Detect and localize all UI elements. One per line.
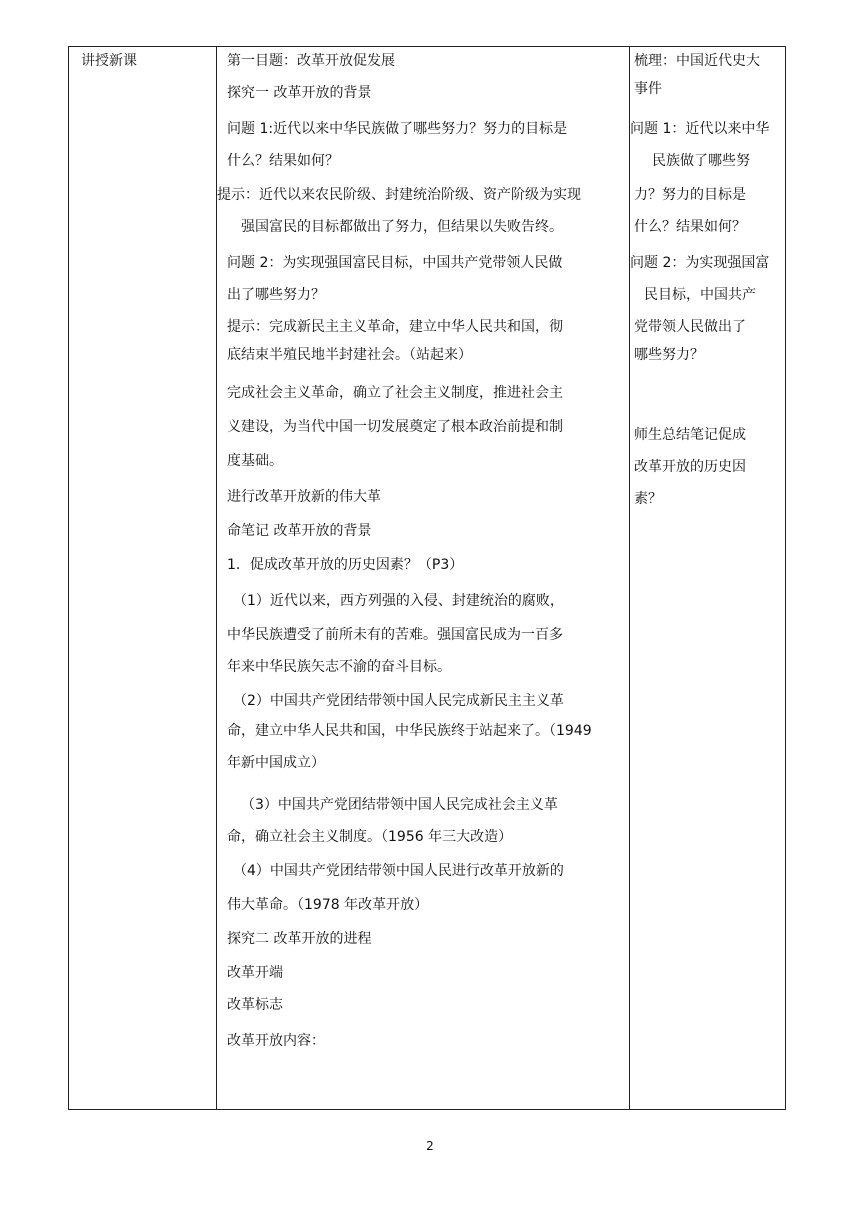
notes-heading: 命笔记 改革开放的背景 (227, 523, 372, 539)
hint-two-line: 底结束半殖民地半封建社会。（站起来） (227, 347, 472, 363)
socialist-revolution-line: 完成社会主义革命，确立了社会主义制度，推进社会主 (227, 385, 563, 401)
side-note-line: 民族做了哪些努 (652, 153, 750, 169)
factor-two-line: （2）中国共产党团结带领中国人民完成新民主主义革 (233, 693, 564, 709)
teaching-content-cell (217, 47, 630, 1110)
side-note-line: 事件 (634, 81, 662, 97)
page-number: 2 (426, 1139, 434, 1153)
section-label-cell (69, 47, 217, 1110)
side-note-line: 党带领人民做出了 (634, 319, 746, 335)
side-note-line: 梳理：中国近代史大 (634, 53, 760, 69)
historical-factors-question: 1．促成改革开放的历史因素？（P3） (227, 557, 464, 573)
side-note-line: 力？努力的目标是 (634, 187, 746, 203)
student-activity-cell (630, 47, 786, 1110)
hint-two-line: 提示：完成新民主主义革命，建立中华人民共和国，彻 (227, 319, 563, 335)
factor-one-line: （1）近代以来，西方列强的入侵、封建统治的腐败， (233, 593, 564, 609)
side-note-line: 问题 2：为实现强国富 (630, 255, 770, 271)
socialist-revolution-line: 义建设，为当代中国一切发展奠定了根本政治前提和制 (227, 419, 563, 435)
side-note-line: 素？ (634, 491, 662, 507)
factor-one-line: 年来中华民族矢志不渝的奋斗目标。 (227, 659, 451, 675)
factor-four-line: （4）中国共产党团结带领中国人民进行改革开放新的 (233, 863, 564, 879)
reform-revolution-line: 进行改革开放新的伟大革 (227, 489, 381, 505)
question-one-line: 问题 1:近代以来中华民族做了哪些努力？努力的目标是 (227, 121, 568, 137)
factor-two-line: 年新中国成立） (227, 755, 325, 771)
side-note-line: 什么？结果如何？ (634, 219, 746, 235)
side-note-line: 师生总结笔记促成 (634, 427, 746, 443)
reform-start-label: 改革开端 (227, 965, 283, 981)
side-note-line: 问题 1：近代以来中华 (630, 121, 770, 137)
question-one-line: 什么？结果如何？ (227, 153, 339, 169)
side-note-line: 民目标，中国共产 (644, 287, 756, 303)
factor-three-line: 命，确立社会主义制度。（1956 年三大改造） (227, 829, 513, 845)
factor-four-line: 伟大革命。（1978 年改革开放） (227, 897, 429, 913)
factor-one-line: 中华民族遭受了前所未有的苦难。强国富民成为一百多 (227, 627, 563, 643)
question-two-line: 出了哪些努力？ (227, 287, 325, 303)
factor-two-line: 命，建立中华人民共和国，中华民族终于站起来了。（1949 (227, 723, 592, 739)
reform-symbol-label: 改革标志 (227, 997, 283, 1013)
topic-heading: 第一目题：改革开放促发展 (227, 53, 395, 69)
socialist-revolution-line: 度基础。 (227, 453, 283, 469)
reform-content-label: 改革开放内容： (227, 1033, 325, 1049)
lesson-plan-table (68, 46, 786, 1110)
inquiry-one-heading: 探究一 改革开放的背景 (227, 85, 372, 101)
inquiry-two-heading: 探究二 改革开放的进程 (227, 931, 372, 947)
question-two-line: 问题 2：为实现强国富民目标，中国共产党带领人民做 (227, 255, 563, 271)
factor-three-line: （3）中国共产党团结带领中国人民完成社会主义革 (241, 797, 558, 813)
hint-one-line: 提示：近代以来农民阶级、封建统治阶级、资产阶级为实现 (217, 187, 581, 203)
side-note-line: 哪些努力？ (634, 347, 704, 363)
section-label: 讲授新课 (81, 53, 137, 69)
hint-one-line: 强国富民的目标都做出了努力，但结果以失败告终。 (241, 219, 563, 235)
side-note-line: 改革开放的历史因 (634, 459, 746, 475)
